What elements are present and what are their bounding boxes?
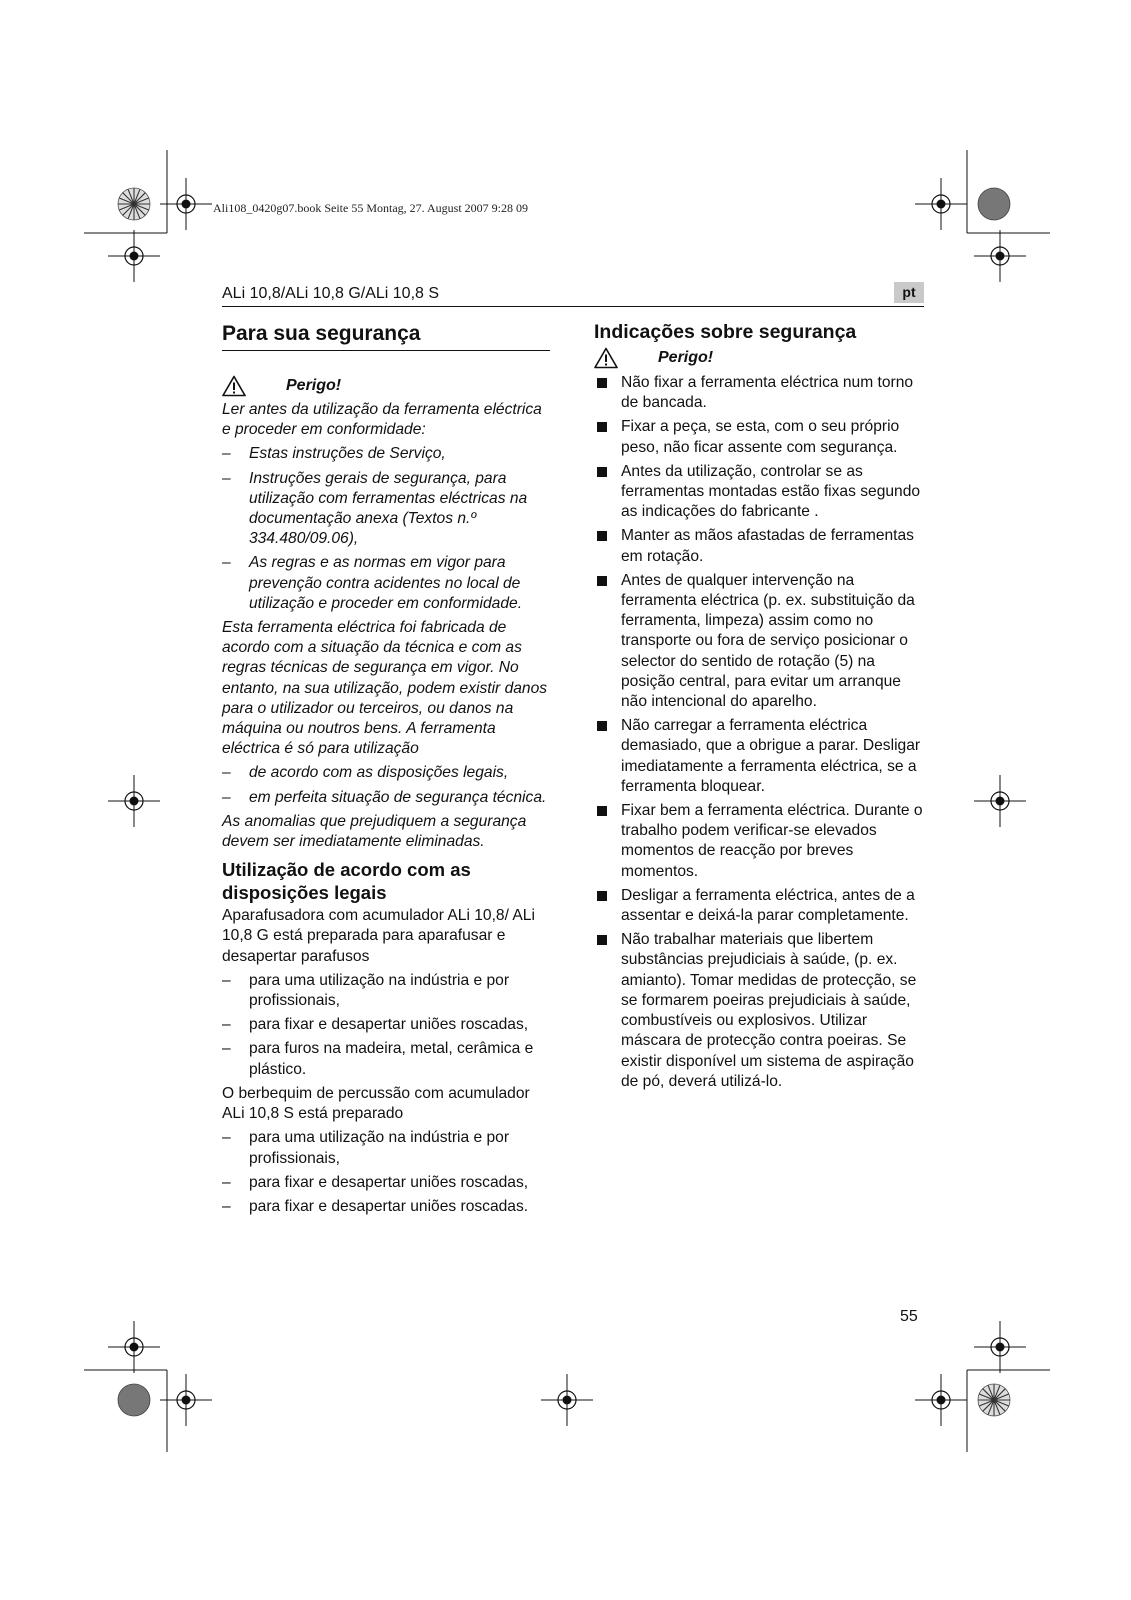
list-item-text: Não carregar a ferramenta eléctrica demasiado, que a obrigue a parar. Desligar imediatamente a ferramenta eléctrica, se a ferramenta bloquear. — [621, 717, 921, 795]
list-item: – para fixar e desapertar uniões roscadas, — [222, 1015, 550, 1035]
list-item — [594, 462, 924, 523]
list-item: – para fixar e desapertar uniões roscadas. — [222, 1197, 550, 1217]
list-item-text: Antes da utilização, controlar se as ferramentas montadas estão fixas segundo as indicações do fabricante . — [621, 462, 921, 521]
intro-text: Ler antes da utilização da ferramenta eléctrica e proceder em conformidade: — [222, 401, 542, 439]
list-item — [594, 373, 924, 413]
square-bullet-icon — [597, 467, 607, 477]
square-bullet-icon — [597, 891, 607, 901]
subsection-title: Utilização de acordo com as disposições legais — [222, 859, 471, 904]
warning-label: Perigo! — [286, 376, 342, 394]
list-item-text: Não trabalhar materiais que libertem substâncias prejudiciais à saúde, (p. ex. amianto). Tomar medidas de protecção, se se formarem poeiras prejudiciais à saúde, combustíveis ou explosivos. Utilizar máscara de protecção contra poeiras. Se existir disponível um sistema de aspiração de pó, deverá utilizá-lo. — [621, 931, 917, 1090]
list-item — [594, 930, 924, 1092]
list-item-text: Fixar bem a ferramenta eléctrica. Durante o trabalho podem verificar-se elevados momentos de reacção por breves momentos. — [621, 802, 923, 880]
header-rule — [222, 306, 924, 307]
list-item: – Estas instruções de Serviço, — [222, 444, 550, 464]
paragraph: O berbequim de percussão com acumulador ALi 10,8 S está preparado — [222, 1084, 530, 1123]
list-item — [594, 886, 924, 926]
square-bullet-icon — [597, 721, 607, 731]
list-item-text: Manter as mãos afastadas de ferramentas em rotação. — [621, 527, 914, 565]
warning-triangle-icon — [594, 347, 618, 369]
list-item — [594, 417, 924, 457]
paragraph: As anomalias que prejudiquem a segurança devem ser imediatamente eliminadas. — [222, 812, 527, 851]
purpose-list — [222, 971, 550, 1080]
list-item — [594, 801, 924, 882]
square-bullet-icon — [597, 576, 607, 586]
warning-triangle-icon — [222, 375, 246, 397]
list-item: – para furos na madeira, metal, cerâmica e plástico. — [222, 1039, 550, 1079]
list-item: – para fixar e desapertar uniões roscadas, — [222, 1173, 550, 1193]
paragraph: Esta ferramenta eléctrica foi fabricada de acordo com a situação da técnica e com as regras técnicas de segurança em vigor. No entanto, na sua utilização, podem existir danos para o utilizador ou terceiros, ou danos na máquina ou noutros bens. A ferramenta eléctrica é só para utilização — [222, 619, 548, 758]
warning-label: Perigo! — [658, 348, 714, 366]
safety-list — [594, 373, 924, 1092]
list-item: – de acordo com as disposições legais, — [222, 763, 550, 783]
list-item: – para uma utilização na indústria e por profissionais, — [222, 1128, 550, 1168]
list-item — [594, 571, 924, 712]
square-bullet-icon — [597, 378, 607, 388]
square-bullet-icon — [597, 806, 607, 816]
list-item-text: Não fixar a ferramenta eléctrica num torno de bancada. — [621, 374, 914, 412]
warning-row — [594, 347, 924, 369]
use-list — [222, 763, 550, 807]
section-title: Indicações sobre segurança — [594, 321, 857, 343]
list-item-text: Antes de qualquer intervenção na ferramenta eléctrica (p. ex. substituição da ferramenta, limpeza) assim como no transporte ou fora de serviço posicionar o selector do sentido de rotação (5) na posição central, para evitar um arranque não intencional do aparelho. — [621, 571, 915, 711]
read-list — [222, 444, 550, 614]
square-bullet-icon — [597, 935, 607, 945]
list-item: – para uma utilização na indústria e por profissionais, — [222, 971, 550, 1011]
square-bullet-icon — [597, 422, 607, 432]
list-item — [594, 716, 924, 797]
page-number: 55 — [900, 1308, 918, 1325]
list-item: – em perfeita situação de segurança técnica. — [222, 788, 550, 808]
warning-row — [222, 375, 550, 397]
paragraph: Aparafusadora com acumulador ALi 10,8/ ALi 10,8 G está preparada para aparafusar e desapertar parafusos — [222, 907, 535, 965]
model-header: ALi 10,8/ALi 10,8 G/ALi 10,8 S — [222, 285, 440, 302]
list-item: – As regras e as normas em vigor para prevenção contra acidentes no local de utilização e proceder em conformidade. — [222, 553, 550, 614]
purpose-list — [222, 1128, 550, 1217]
left-column — [222, 321, 550, 1217]
print-slug: Ali108_0420g07.book Seite 55 Montag, 27. August 2007 9:28 09 — [213, 201, 528, 215]
square-bullet-icon — [597, 531, 607, 541]
language-tab: pt — [894, 282, 924, 303]
list-item: – Instruções gerais de segurança, para utilização com ferramentas eléctricas na documentação anexa (Textos n.º 334.480/09.06), — [222, 469, 550, 550]
right-column — [594, 320, 924, 1092]
section-title: Para sua segurança — [222, 321, 550, 351]
list-item — [594, 526, 924, 566]
list-item-text: Desligar a ferramenta eléctrica, antes de a assentar e deixá-la parar completamente. — [621, 886, 915, 925]
list-item-text: Fixar a peça, se esta, com o seu próprio peso, não ficar assente com segurança. — [621, 418, 900, 456]
